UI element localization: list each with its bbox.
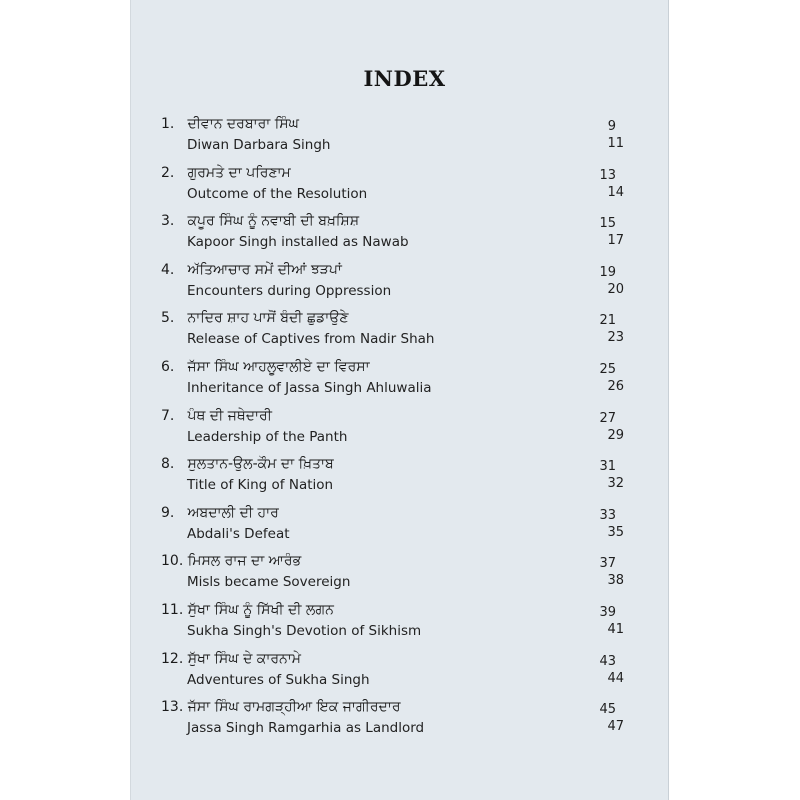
entry-punjabi-line (161, 602, 334, 618)
page-title: INDEX (363, 66, 446, 91)
index-entry (131, 699, 668, 741)
entry-punjabi-line (161, 505, 279, 521)
entry-page-end: 11 (607, 136, 624, 151)
entry-number: 6. (161, 359, 175, 375)
entry-punjabi-title: ਅੱਤਿਆਚਾਰ ਸਮੇਂ ਦੀਆਂ ਝੜਪਾਂ (187, 261, 342, 278)
entry-number: 11. (161, 602, 184, 618)
index-entry (131, 408, 668, 450)
entry-punjabi-title: ਜੱਸਾ ਸਿੰਘ ਰਾਮਗੜ੍ਹੀਆ ਇਕ ਜਾਗੀਰਦਾਰ (187, 699, 401, 716)
entry-punjabi-line (161, 165, 291, 181)
entry-number: 4. (161, 261, 175, 278)
entry-punjabi-title: ਪੰਥ ਦੀ ਜਥੇਦਾਰੀ (187, 407, 272, 424)
entry-page-end: 17 (607, 233, 624, 249)
entry-page-start: 31 (599, 459, 616, 475)
index-entry (131, 213, 668, 255)
entry-english-title: Misls became Sovereign (187, 574, 351, 591)
entry-punjabi-title: ਨਾਦਿਰ ਸ਼ਾਹ ਪਾਸੋਂ ਬੰਦੀ ਛੁਡਾਉਣੇ (187, 310, 349, 327)
entry-page-start: 13 (599, 167, 616, 183)
entry-page-end: 14 (607, 184, 624, 200)
entry-page-start: 45 (599, 702, 616, 718)
entry-english-title: Title of King of Nation (187, 477, 334, 494)
entry-page-start: 27 (599, 410, 616, 426)
entry-number: 1. (161, 116, 175, 132)
entry-english-title: Sukha Singh's Devotion of Sikhism (187, 623, 422, 639)
entry-page-start: 43 (599, 653, 616, 669)
entry-english-title: Adventures of Sukha Singh (187, 671, 370, 688)
entry-english-title: Jassa Singh Ramgarhia as Landlord (187, 720, 425, 737)
entry-number: 3. (161, 213, 175, 230)
entry-punjabi-line (161, 359, 370, 375)
entry-page-start: 19 (599, 264, 616, 280)
entry-punjabi-title: ਗੁਰਮਤੇ ਦਾ ਪਰਿਣਾਮ (187, 164, 291, 181)
entry-page-start: 15 (599, 216, 616, 232)
entry-page-end: 32 (607, 476, 624, 492)
index-entry (131, 602, 668, 644)
entry-page-end: 23 (607, 330, 624, 346)
index-entry (131, 553, 668, 595)
index-entry (131, 651, 668, 693)
entry-page-end: 35 (607, 524, 624, 540)
entry-punjabi-title: ਸੁੱਖਾ ਸਿੰਘ ਨੂੰ ਸਿੱਖੀ ਦੀ ਲਗਨ (187, 602, 334, 618)
entry-number: 5. (161, 310, 175, 327)
entry-english-title: Outcome of the Resolution (187, 185, 368, 202)
entry-number: 12. (161, 650, 184, 667)
entry-punjabi-title: ਮਿਸਲ ਰਾਜ ਦਾ ਆਰੰਭ (187, 553, 302, 570)
entry-english-title: Release of Captives from Nadir Shah (187, 331, 435, 348)
entry-page-start: 33 (599, 507, 616, 523)
entry-punjabi-line (161, 213, 359, 229)
entry-punjabi-line (161, 456, 334, 472)
entry-page-start: 9 (607, 119, 616, 134)
entry-page-start: 21 (599, 313, 616, 329)
index-entry (131, 456, 668, 498)
entry-english-title: Leadership of the Panth (187, 428, 348, 445)
entry-punjabi-line (161, 310, 349, 326)
index-entry (131, 310, 668, 352)
entry-english-title: Abdali's Defeat (187, 525, 290, 542)
index-entry (131, 262, 668, 304)
entry-punjabi-title: ਸੁੱਖਾ ਸਿੰਘ ਦੇ ਕਾਰਨਾਮੇ (187, 650, 301, 667)
entry-punjabi-line (161, 262, 342, 278)
entry-english-title: Inheritance of Jassa Singh Ahluwalia (187, 380, 432, 396)
entry-page-end: 47 (607, 719, 624, 735)
entry-page-end: 44 (607, 670, 624, 686)
entry-punjabi-line (161, 699, 401, 715)
entry-number: 7. (161, 407, 175, 424)
entry-english-title: Encounters during Oppression (187, 282, 392, 299)
entry-punjabi-line (161, 651, 301, 667)
entry-number: 2. (161, 164, 175, 181)
entry-number: 13. (161, 699, 184, 716)
entry-english-title: Diwan Darbara Singh (187, 137, 331, 153)
entry-punjabi-title: ਅਬਦਾਲੀ ਦੀ ਹਾਰ (187, 504, 279, 521)
entry-number: 9. (161, 504, 175, 521)
entry-punjabi-line (161, 116, 299, 132)
index-entry (131, 505, 668, 547)
index-entry (131, 116, 668, 158)
entry-punjabi-title: ਸੁਲਤਾਨ-ਉਲ-ਕੌਮ ਦਾ ਖ਼ਿਤਾਬ (187, 456, 334, 473)
index-entry (131, 165, 668, 207)
entry-punjabi-title: ਕਪੂਰ ਸਿੰਘ ਨੂੰ ਨਵਾਬੀ ਦੀ ਬਖ਼ਸ਼ਿਸ਼ (187, 213, 360, 230)
entry-page-start: 39 (599, 605, 616, 620)
entry-punjabi-line (161, 408, 272, 424)
entry-number: 10. (161, 553, 184, 570)
entry-number: 8. (161, 456, 175, 473)
index-entry (131, 359, 668, 401)
entry-punjabi-line (161, 553, 301, 569)
entry-punjabi-title: ਦੀਵਾਨ ਦਰਬਾਰਾ ਸਿੰਘ (187, 116, 299, 132)
entry-page-start: 37 (599, 556, 616, 572)
entry-page-start: 25 (599, 362, 616, 377)
entry-english-title: Kapoor Singh installed as Nawab (187, 234, 409, 251)
entry-page-end: 41 (607, 622, 624, 637)
entry-page-end: 26 (607, 379, 624, 394)
entry-page-end: 20 (607, 281, 624, 297)
entry-punjabi-title: ਜੱਸਾ ਸਿੰਘ ਆਹਲੂਵਾਲੀਏ ਦਾ ਵਿਰਸਾ (187, 359, 370, 375)
book-page (131, 0, 668, 800)
entry-page-end: 29 (607, 427, 624, 443)
entry-page-end: 38 (607, 573, 624, 589)
